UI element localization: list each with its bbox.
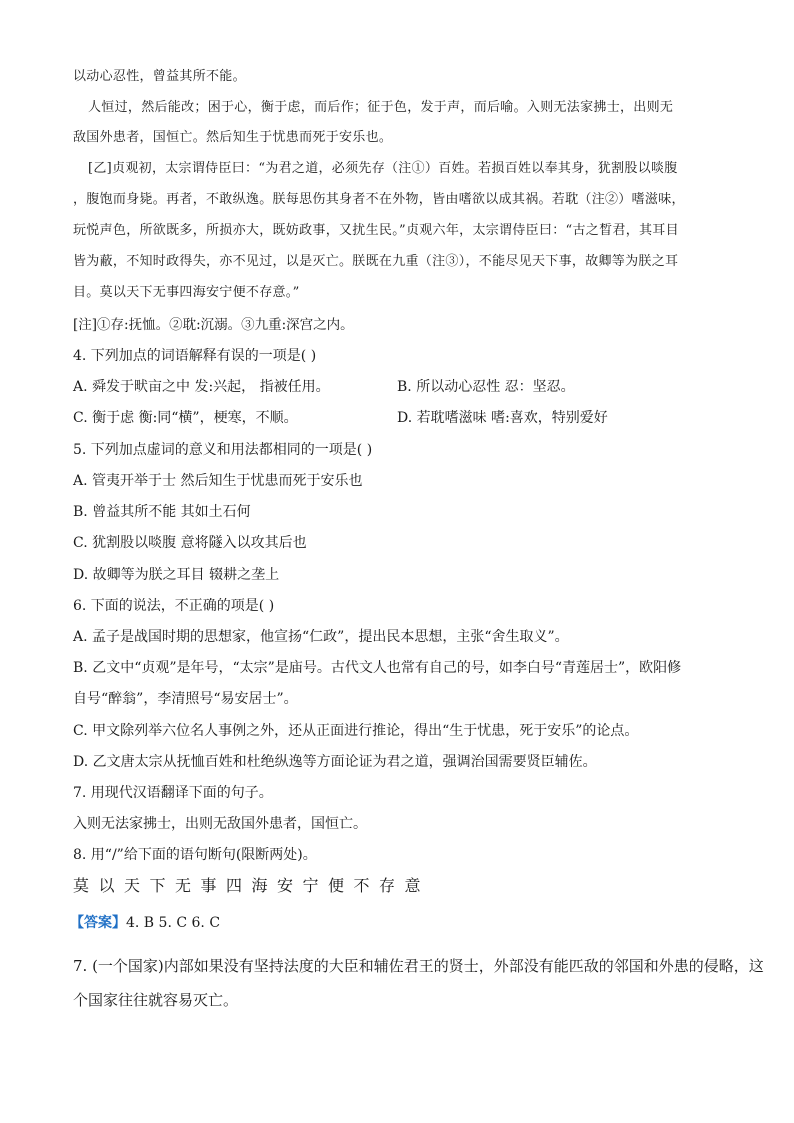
- q8-stem: 8. 用“/”给下面的语句断句(限断两处)。: [73, 847, 317, 863]
- q6-option-a: A. 孟子是战国时期的思想家，他宣扬“仁政”，提出民本思想，主张“舍生取义”。: [73, 629, 569, 645]
- answer-values: 4. B 5. C 6. C: [126, 915, 221, 931]
- q4-option-d: D. 若耽嗜滋味 嗜:喜欢，特别爱好: [397, 410, 608, 426]
- passage-jia-tail: 以动心忍性，曾益其所不能。: [73, 69, 246, 84]
- q4-option-a: A. 舜发于畎亩之中 发:兴起， 指被任用。: [73, 379, 330, 395]
- q4-option-c: C. 衡于虑 衡:同“横”，梗寒，不顺。: [73, 410, 298, 426]
- q6-stem: 6. 下面的说法，不正确的项是( ): [73, 598, 275, 614]
- answer-tag: 【答案】: [70, 915, 126, 931]
- q7-stem: 7. 用现代汉语翻译下面的句子。: [73, 785, 273, 801]
- q5-option-c: C. 犹割股以啖腹 意将隧入以攻其后也: [73, 535, 307, 551]
- passage-yi-line1: [乙]贞观初，太宗谓侍臣曰：“为君之道，必须先存（注①）百姓。若损百姓以奉其身，犹割股以啖腹: [88, 161, 678, 176]
- q6-option-b-line2: 自号“醉翁”，李清照号“易安居士”。: [73, 691, 298, 707]
- q4-option-b: B. 所以动心忍性 忍：坚忍。: [397, 379, 575, 395]
- answer-line: [70, 914, 220, 932]
- passage-yi-line4: 皆为蔽，不知时政得失，亦不见过，以是灭亡。朕既在九重（注③），不能尽见天下事，故卿等为朕之耳: [73, 254, 679, 269]
- passage-jia-p2-line1: 人恒过，然后能改；困于心，衡于虑，而后作；征于色，发于声，而后喻。入则无法家拂士，出则无: [88, 100, 674, 115]
- q8-sentence: 莫以天下无事四海安宁便不存意: [73, 876, 431, 895]
- answer-7-line2: 个国家往往就容易灭亡。: [73, 991, 239, 1009]
- q6-option-b-line1: B. 乙文中“贞观”是年号，“太宗”是庙号。古代文人也常有自己的号，如李白号“青莲居士”，欧阳修: [73, 660, 682, 676]
- q4-stem: 4. 下列加点的词语解释有误的一项是( ): [73, 348, 317, 364]
- answer-7-line1: 7. (一个国家)内部如果没有坚持法度的大臣和辅佐君王的贤士，外部没有能匹敌的邻国和外患的侵略，这: [73, 957, 764, 975]
- q5-option-b: B. 曾益其所不能 其如土石何: [73, 504, 251, 520]
- passage-jia-p2-line2: 敌国外患者，国恒亡。然后知生于忧患而死于安乐也。: [73, 130, 393, 145]
- q5-option-a: A. 管夷开举于士 然后知生于忧患而死于安乐也: [73, 473, 363, 489]
- q7-sentence: 入则无法家拂士，出则无敌国外患者，国恒亡。: [73, 816, 367, 832]
- annotation-note: [注]①存:抚恤。②耽:沉溺。③九重:深宫之内。: [73, 317, 354, 333]
- passage-yi-line2: ，腹饱而身毙。再者，不敢纵逸。朕每思伤其身者不在外物，皆由嗜欲以成其祸。若耽（注②）嗜滋味，: [73, 192, 685, 207]
- passage-yi-line5: 目。莫以天下无事四海安宁便不存意。”: [73, 285, 300, 300]
- q6-option-d: D. 乙文唐太宗从抚恤百姓和杜绝纵逸等方面论证为君之道，强调治国需要贤臣辅佐。: [73, 754, 597, 770]
- q5-stem: 5. 下列加点虚词的意义和用法都相同的一项是( ): [73, 442, 373, 458]
- q5-option-d: D. 故卿等为朕之耳目 辍耕之垄上: [73, 567, 280, 583]
- q6-option-c: C. 甲文除列举六位名人事例之外，还从正面进行推论，得出“生于忧患，死于安乐”的论点。: [73, 723, 639, 739]
- passage-yi-line3: 玩悦声色，所欲既多，所损亦大，既妨政事，又扰生民。”贞观六年，太宗谓侍臣曰：“古之晳君，其耳目: [73, 223, 679, 238]
